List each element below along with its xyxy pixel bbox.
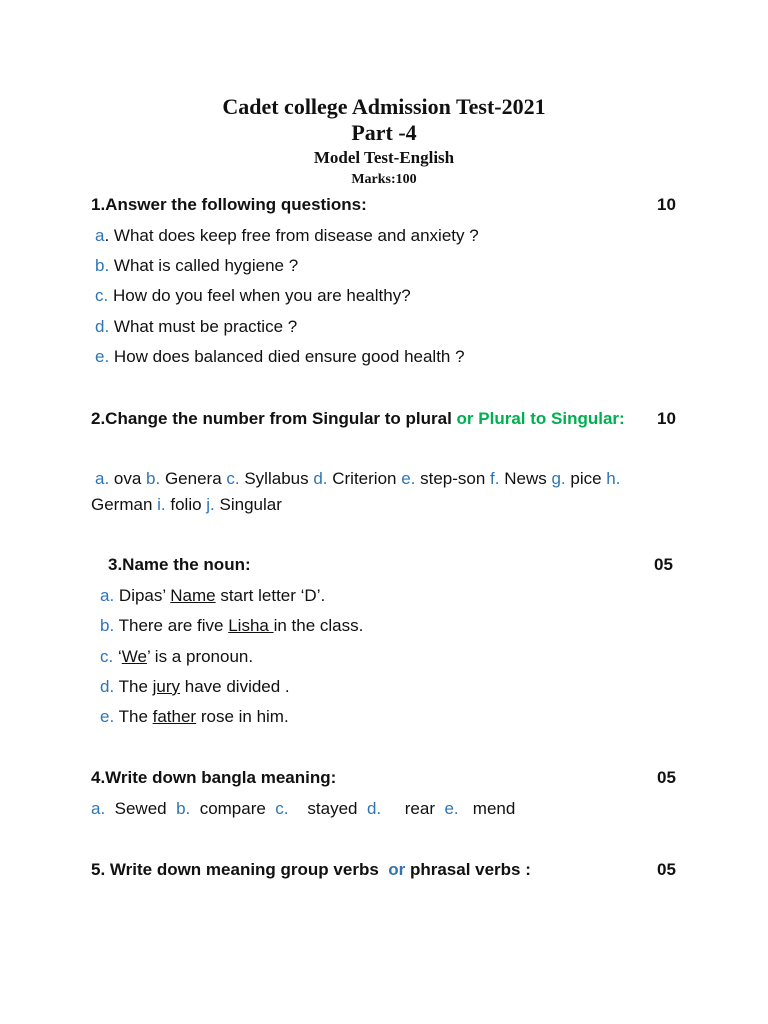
question-4-marks: 05 xyxy=(657,768,676,787)
document-title: Cadet college Admission Test-2021 xyxy=(222,94,546,119)
question-2-marks: 10 xyxy=(657,409,676,428)
item-word: News xyxy=(499,469,552,488)
item-letter: d. xyxy=(95,317,110,336)
item-word: ova xyxy=(109,469,147,488)
q1-item-d xyxy=(95,317,297,337)
question-2-heading xyxy=(91,409,625,429)
item-letter: c. xyxy=(226,469,240,488)
question-3-marks: 05 xyxy=(654,555,673,574)
question-1-heading: 1.Answer the following questions: xyxy=(91,195,367,214)
item-post: ’ is a pronoun. xyxy=(146,647,254,666)
heading-part-2: or Plural to Singular: xyxy=(456,409,625,428)
item-letter: e. xyxy=(444,799,459,818)
item-letter: b. xyxy=(176,799,191,818)
item-text: How does balanced died ensure good health ? xyxy=(109,347,465,366)
item-letter: b. xyxy=(146,469,161,488)
item-letter: a xyxy=(95,226,105,245)
item-post: rose in him. xyxy=(196,707,289,726)
item-letter: a. xyxy=(100,586,115,605)
item-word: pice xyxy=(565,469,607,488)
part-label: Part -4 xyxy=(351,120,417,145)
item-pre: Dipas’ xyxy=(114,586,171,605)
item-word: rear xyxy=(381,799,445,818)
item-word: German xyxy=(91,495,158,514)
total-marks: Marks:100 xyxy=(351,172,417,187)
item-letter: i. xyxy=(157,495,166,514)
item-word: Criterion xyxy=(327,469,402,488)
question-1-marks: 10 xyxy=(657,195,676,214)
item-letter: h. xyxy=(606,469,621,488)
question-5-heading xyxy=(91,860,531,880)
question-4-heading: 4.Write down bangla meaning: xyxy=(91,768,337,787)
question-5-marks: 05 xyxy=(657,860,676,879)
underlined-noun: father xyxy=(152,707,197,726)
item-letter: b. xyxy=(95,256,110,275)
item-letter: e. xyxy=(95,347,110,366)
q1-item-e xyxy=(95,347,465,367)
item-post: have divided . xyxy=(180,677,290,696)
item-text: What is called hygiene ? xyxy=(109,256,299,275)
item-letter: c. xyxy=(275,799,289,818)
item-word: folio xyxy=(165,495,207,514)
item-letter: d. xyxy=(366,799,382,818)
item-letter: j. xyxy=(206,495,215,514)
underlined-noun: jury xyxy=(152,677,181,696)
item-letter: e. xyxy=(401,469,416,488)
underlined-noun: Lisha xyxy=(228,616,274,635)
item-pre: ‘ xyxy=(113,647,122,666)
heading-part-1: 2.Change the number from Singular to plural xyxy=(91,409,457,428)
item-text: . What does keep free from disease and anxiety ? xyxy=(104,226,479,245)
item-word: Sewed xyxy=(105,799,177,818)
q3-item-c xyxy=(100,647,253,667)
item-pre: The xyxy=(114,677,153,696)
subtitle: Model Test-English xyxy=(313,148,455,167)
q4-items-line xyxy=(91,799,515,819)
item-word: Singular xyxy=(214,495,282,514)
item-letter: d. xyxy=(313,469,328,488)
q2-line-2 xyxy=(91,495,282,515)
item-text: What must be practice ? xyxy=(109,317,298,336)
item-word: Genera xyxy=(160,469,227,488)
item-word: Syllabus xyxy=(239,469,314,488)
question-3-heading: 3.Name the noun: xyxy=(108,555,251,574)
heading-part-1: 5. Write down meaning group verbs xyxy=(91,860,389,879)
q2-line-1 xyxy=(95,469,620,489)
item-post: start letter ‘D’. xyxy=(215,586,326,605)
item-word: compare xyxy=(190,799,276,818)
q1-item-b xyxy=(95,256,298,276)
item-word: mend xyxy=(458,799,516,818)
item-post: in the class. xyxy=(273,616,364,635)
item-pre: The xyxy=(114,707,153,726)
item-letter: e. xyxy=(100,707,115,726)
q3-item-a xyxy=(100,586,325,606)
item-letter: b. xyxy=(100,616,115,635)
item-letter: a. xyxy=(91,799,106,818)
underlined-noun: Name xyxy=(170,586,216,605)
item-letter: c. xyxy=(95,286,109,305)
item-pre: There are five xyxy=(114,616,229,635)
item-letter: c. xyxy=(100,647,114,666)
heading-or: or xyxy=(388,860,406,879)
underlined-noun: We xyxy=(121,647,147,666)
heading-part-2: phrasal verbs : xyxy=(405,860,531,879)
item-text: How do you feel when you are healthy? xyxy=(108,286,411,305)
q3-item-e xyxy=(100,707,289,727)
item-letter: f. xyxy=(490,469,500,488)
item-letter: d. xyxy=(100,677,115,696)
item-letter: a. xyxy=(95,469,110,488)
item-letter: g. xyxy=(551,469,566,488)
q3-item-d xyxy=(100,677,290,697)
q1-item-c xyxy=(95,286,411,306)
q3-item-b xyxy=(100,616,363,636)
item-word: step-son xyxy=(415,469,491,488)
q1-item-a xyxy=(95,226,479,246)
item-word: stayed xyxy=(288,799,367,818)
